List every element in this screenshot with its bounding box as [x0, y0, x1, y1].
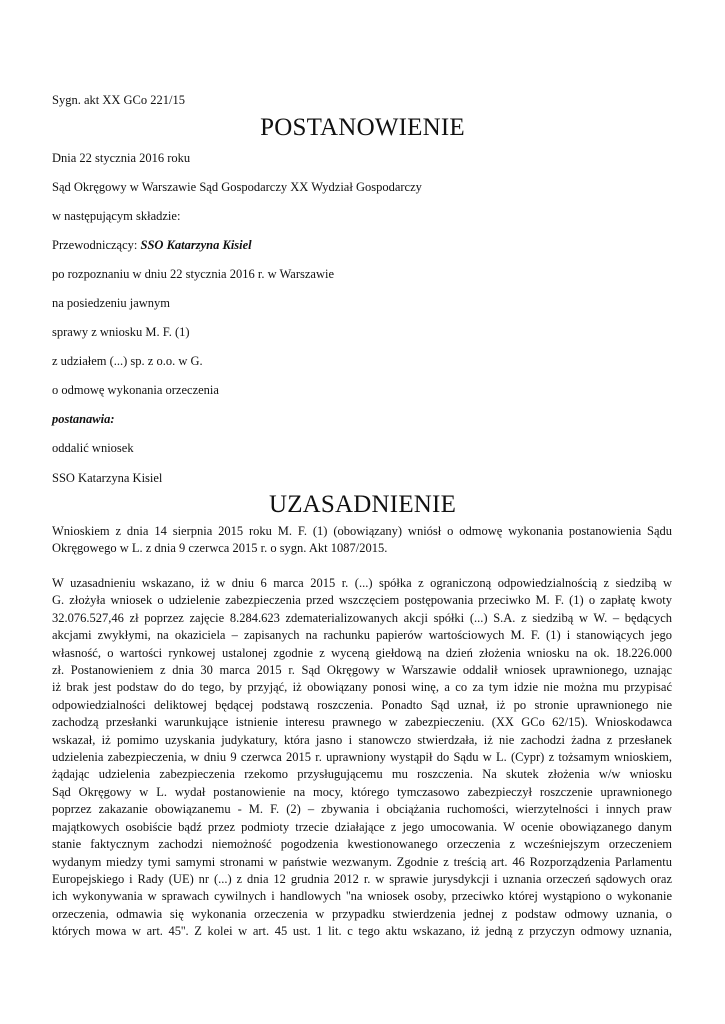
document-title: POSTANOWIENIE — [260, 114, 465, 141]
paragraph-line: W uzasadnieniu wskazano, iż w dniu 6 marca 2015 r. (...) spółka z ograniczoną odpowiedzialnością z siedzibą w — [52, 576, 672, 590]
paragraph-line: ich wykonywania w sprawach cywilnych i handlowych ''na wniosek osoby, przeciwko której wystąpiono o wykonanie — [52, 889, 672, 904]
paragraph-line: G. złożyła wniosek o udzielenie zabezpieczenia przed wszczęciem postępowania przeciwko M. F. (1) o zapłatę kwoty — [52, 593, 672, 608]
session-line: na posiedzeniu jawnym — [52, 296, 171, 310]
hearing-line: po rozpoznaniu w dniu 22 stycznia 2016 r. w Warszawie — [52, 267, 335, 281]
paragraph-line: wydanym miedzy tymi samymi stronami w państwie wezwanym. Zgodnie z treścią art. 46 Rozporządzenia Parlamentu — [52, 854, 672, 869]
paragraph-line: własność, o wartości rynkowej ustalonej zgodnie z wyceną giełdową na dzień złożenia wniosku na ok. 18.226.000 — [52, 645, 672, 660]
paragraph-line: Europejskiego i Rady (UE) nr (...) z dnia 12 grudnia 2012 r. w sprawie jurysdykcji i uznania orzeczeń sądowych oraz — [52, 871, 672, 886]
paragraph-line: odpowiedzialności deliktowej będącej podstawą roszczenia. Ponadto Sąd uznał, iż po stronie uprawnionego nie — [52, 697, 672, 712]
participation-line: z udziałem (...) sp. z o.o. w G. — [52, 354, 203, 368]
court-name: Sąd Okręgowy w Warszawie Sąd Gospodarczy XX Wydział Gospodarczy — [52, 180, 422, 194]
ruling-label: postanawia: — [52, 412, 115, 426]
subject-line: o odmowę wykonania orzeczenia — [52, 383, 219, 397]
case-line: sprawy z wniosku M. F. (1) — [52, 325, 190, 339]
paragraph-line: orzeczenia, odmawia się wykonania orzeczenia w przypadku stwierdzenia jednej z podstaw odmowy uznania, o — [52, 906, 672, 921]
chair-line — [52, 237, 252, 253]
justification-paragraph-1 — [52, 523, 672, 558]
paragraph-line: żądając udzielenia zabezpieczenia rzekomo przysługującemu mu roszczenia. Na skutek złożenia w/w wniosku — [52, 767, 672, 782]
composition-label: w następującym składzie: — [52, 209, 181, 223]
chair-name: SSO Katarzyna Kisiel — [140, 238, 252, 252]
paragraph-line: wskazał, iż pomimo uzyskania judykatury, która jasno i stanowczo stwierdzała, iż nie zachodzi żadna z przesłanek — [52, 732, 672, 747]
signed-by: SSO Katarzyna Kisiel — [52, 471, 163, 485]
paragraph-line: zachodzą przesłanki warunkujące istnienie interesu prawnego w zabezpieczeniu. (XX GCo 62/15). Wnioskodawca — [52, 715, 672, 730]
justification-paragraph-2 — [52, 575, 672, 941]
paragraph-line: Sąd Okręgowy w L. wydał postanowienie na mocy, którego tymczasowo zabezpieczył roszczenie uprawnionego — [52, 784, 672, 799]
paragraph-line: udzielenia zabezpieczenia, w dniu 9 czerwca 2015 r. uprawniony wystąpił do Sądu w L. (Cypr) z tożsamym wnioskiem, — [52, 750, 672, 765]
paragraph-line: których mowa w art. 45''. Z kolei w art. 45 ust. 1 lit. c tego aktu wskazano, iż jedną z przyczyn odmowy uznania, — [52, 924, 672, 939]
case-signature: Sygn. akt XX GCo 221/15 — [52, 93, 185, 107]
paragraph-line: Okręgowego w L. z dnia 9 czerwca 2015 r. o sygn. Akt 1087/2015. — [52, 541, 388, 556]
justification-title: UZASADNIENIE — [268, 491, 457, 518]
paragraph-line: zł. Postanowieniem z dnia 30 marca 2015 r. Sąd Okręgowy w Warszawie oddalił wniosek uprawnionego, uznając — [52, 663, 672, 678]
paragraph-line: Wnioskiem z dnia 14 sierpnia 2015 roku M. F. (1) (obowiązany) wniósł o odmowę wykonania postanowienia Sądu — [52, 524, 672, 538]
chair-label: Przewodniczący: — [52, 238, 141, 252]
paragraph-line: 32.076.527,46 zł poprzez zajęcie 8.284.623 zdematerializowanych akcji spółki (...) S.A. z siedzibą w W. – będących — [52, 610, 672, 625]
paragraph-line: iż brak jest podstaw do do tego, by przyjąć, iż obowiązany ponosi winę, a co za tym idzie nie można mu przypisać — [52, 680, 672, 695]
ruling-text: oddalić wniosek — [52, 441, 134, 455]
paragraph-line: poprzez zakazanie obowiązanemu - M. F. (2) – zbywania i obciążania ruchomości, wierzytelności i innych praw — [52, 802, 672, 817]
paragraph-line: stanie faktycznym zachodzi niemożność pogodzenia kwestionowanego orzeczenia z wcześniejszym orzeczeniem — [52, 837, 672, 852]
paragraph-line: majątkowych osobiście bądź przez podmioty trzecie działające z jego umocowania. W ocenie obowiązanego danym — [52, 819, 672, 834]
decision-date: Dnia 22 stycznia 2016 roku — [52, 151, 191, 165]
paragraph-line: akcjami zwykłymi, na okaziciela – zapisanych na rachunku papierów wartościowych M. F. (1) i stanowiących jego — [52, 628, 672, 643]
